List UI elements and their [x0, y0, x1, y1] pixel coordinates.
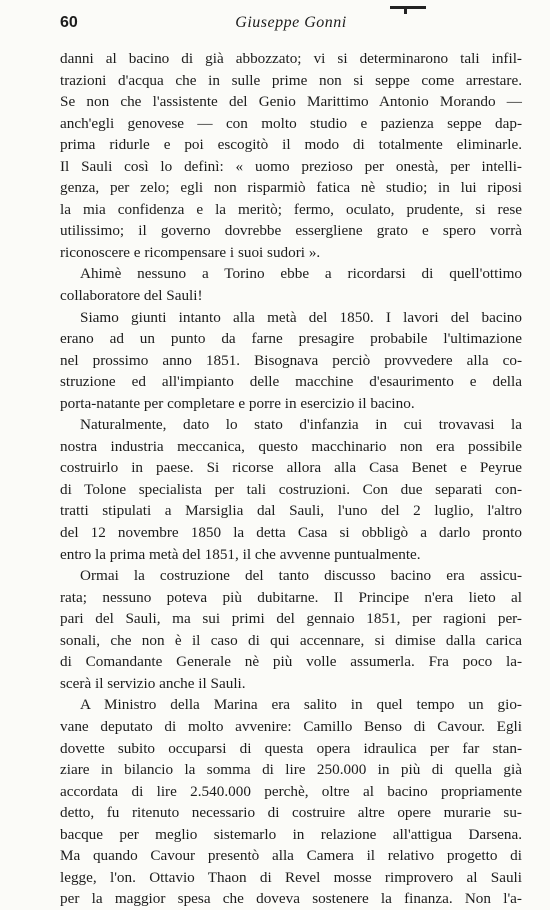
- text-line: trazioni d'acqua che in sulle prime non si seppe come arrestare.: [60, 71, 522, 89]
- page-number: 60: [60, 14, 78, 31]
- text-line: ziare in bilancio la somma di lire 250.000 in più di quella già: [60, 761, 522, 779]
- text-line: del 12 novembre 1850 la detta Casa si obbligò a darlo pronto: [60, 524, 522, 542]
- text-line: legge, l'on. Ottavio Thaon di Revel mosse rimprovero al Sauli: [60, 868, 522, 886]
- text-line: bacque per meglio sistemarlo in relazione all'attigua Darsena.: [60, 825, 522, 843]
- text-line: detto, fu ritenuto necessario di costruire altre opere murarie su-: [60, 804, 522, 822]
- text-line: per la maggior spesa che doveva sostenere la finanza. Non l'a-: [60, 890, 522, 908]
- text-line: Il Sauli così lo definì: « uomo prezioso per onestà, per intelli-: [60, 157, 522, 175]
- text-line: dovette subito occuparsi di questa opera idraulica per far stan-: [60, 739, 522, 757]
- page-header: [60, 14, 522, 36]
- text-line: Ormai la costruzione del tanto discusso bacino era assicu-: [80, 567, 522, 585]
- print-mark: [390, 6, 426, 9]
- text-line: sonali, che non è il caso di qui accennare, si dimise dalla carica: [60, 631, 522, 649]
- text-line: di Tolone specialista per tali costruzioni. Con due separati con-: [60, 480, 522, 498]
- text-line: di Comandante Generale nè più volle assumerla. Fra poco la-: [60, 653, 522, 671]
- text-line: la mia confidenza e la meritò; fermo, oculato, prudente, si rese: [60, 200, 522, 218]
- text-line: A Ministro della Marina era salito in quel tempo un gio-: [80, 696, 522, 714]
- text-line: porta-natante per completare e porre in esercizio il bacino.: [60, 394, 415, 412]
- text-line: Se non che l'assistente del Genio Marittimo Antonio Morando —: [60, 93, 522, 111]
- text-line: Siamo giunti intanto alla metà del 1850. I lavori del bacino: [80, 308, 522, 326]
- text-line: struzione ed all'impianto delle macchine d'esaurimento e della: [60, 373, 522, 391]
- text-line: entro la prima metà del 1851, il che avvenne puntualmente.: [60, 545, 421, 563]
- body-text: [60, 48, 522, 910]
- text-line: accordata di lire 2.540.000 perchè, oltre al bacino propriamente: [60, 782, 522, 800]
- text-line: Ma quando Cavour presentò alla Camera il relativo progetto di: [60, 847, 522, 865]
- text-line: pari del Sauli, ma sui primi del gennaio 1851, per ragioni per-: [60, 610, 522, 628]
- text-line: genza, per zelo; egli non risparmiò fatica nè studio; in lui riposi: [60, 179, 522, 197]
- text-line: scerà il servizio anche il Sauli.: [60, 674, 246, 692]
- text-line: nel prossimo anno 1851. Bisognava perciò provvedere alla co-: [60, 351, 522, 369]
- text-line: collaboratore del Sauli!: [60, 287, 203, 305]
- text-line: danni al bacino di già abbozzato; vi si determinarono tali infil-: [60, 50, 522, 67]
- text-line: erano ad un punto da farne presagire probabile l'ultimazione: [60, 330, 522, 348]
- text-line: Ahimè nessuno a Torino ebbe a ricordarsi di quell'ottimo: [80, 265, 522, 283]
- text-line: tratti stipulati a Marsiglia dal Sauli, l'uno del 2 luglio, l'altro: [60, 502, 522, 520]
- text-line: anch'egli genovese — con molto studio e pazienza seppe dap-: [60, 114, 522, 132]
- text-line: utilissimo; il governo dovrebbe essergliene grato e spero vorrà: [60, 222, 522, 240]
- text-line: costruirlo in paese. Si ricorse allora alla Casa Benet e Peyrue: [60, 459, 522, 477]
- text-line: rata; nessuno poteva più dubitarne. Il Principe n'era lieto al: [60, 588, 522, 606]
- text-line: nostra industria meccanica, questo macchinario non era possibile: [60, 437, 522, 455]
- running-head: Giuseppe Gonni: [235, 14, 347, 31]
- text-line: vane deputato di molto avvenire: Camillo Benso di Cavour. Egli: [60, 717, 522, 735]
- text-line: prima ridurle e poi escogitò il modo di totalmente eliminarle.: [60, 136, 522, 154]
- text-line: Naturalmente, dato lo stato d'infanzia in cui trovavasi la: [80, 416, 522, 434]
- text-line: riconoscere e ricompensare i suoi sudori ».: [60, 243, 321, 261]
